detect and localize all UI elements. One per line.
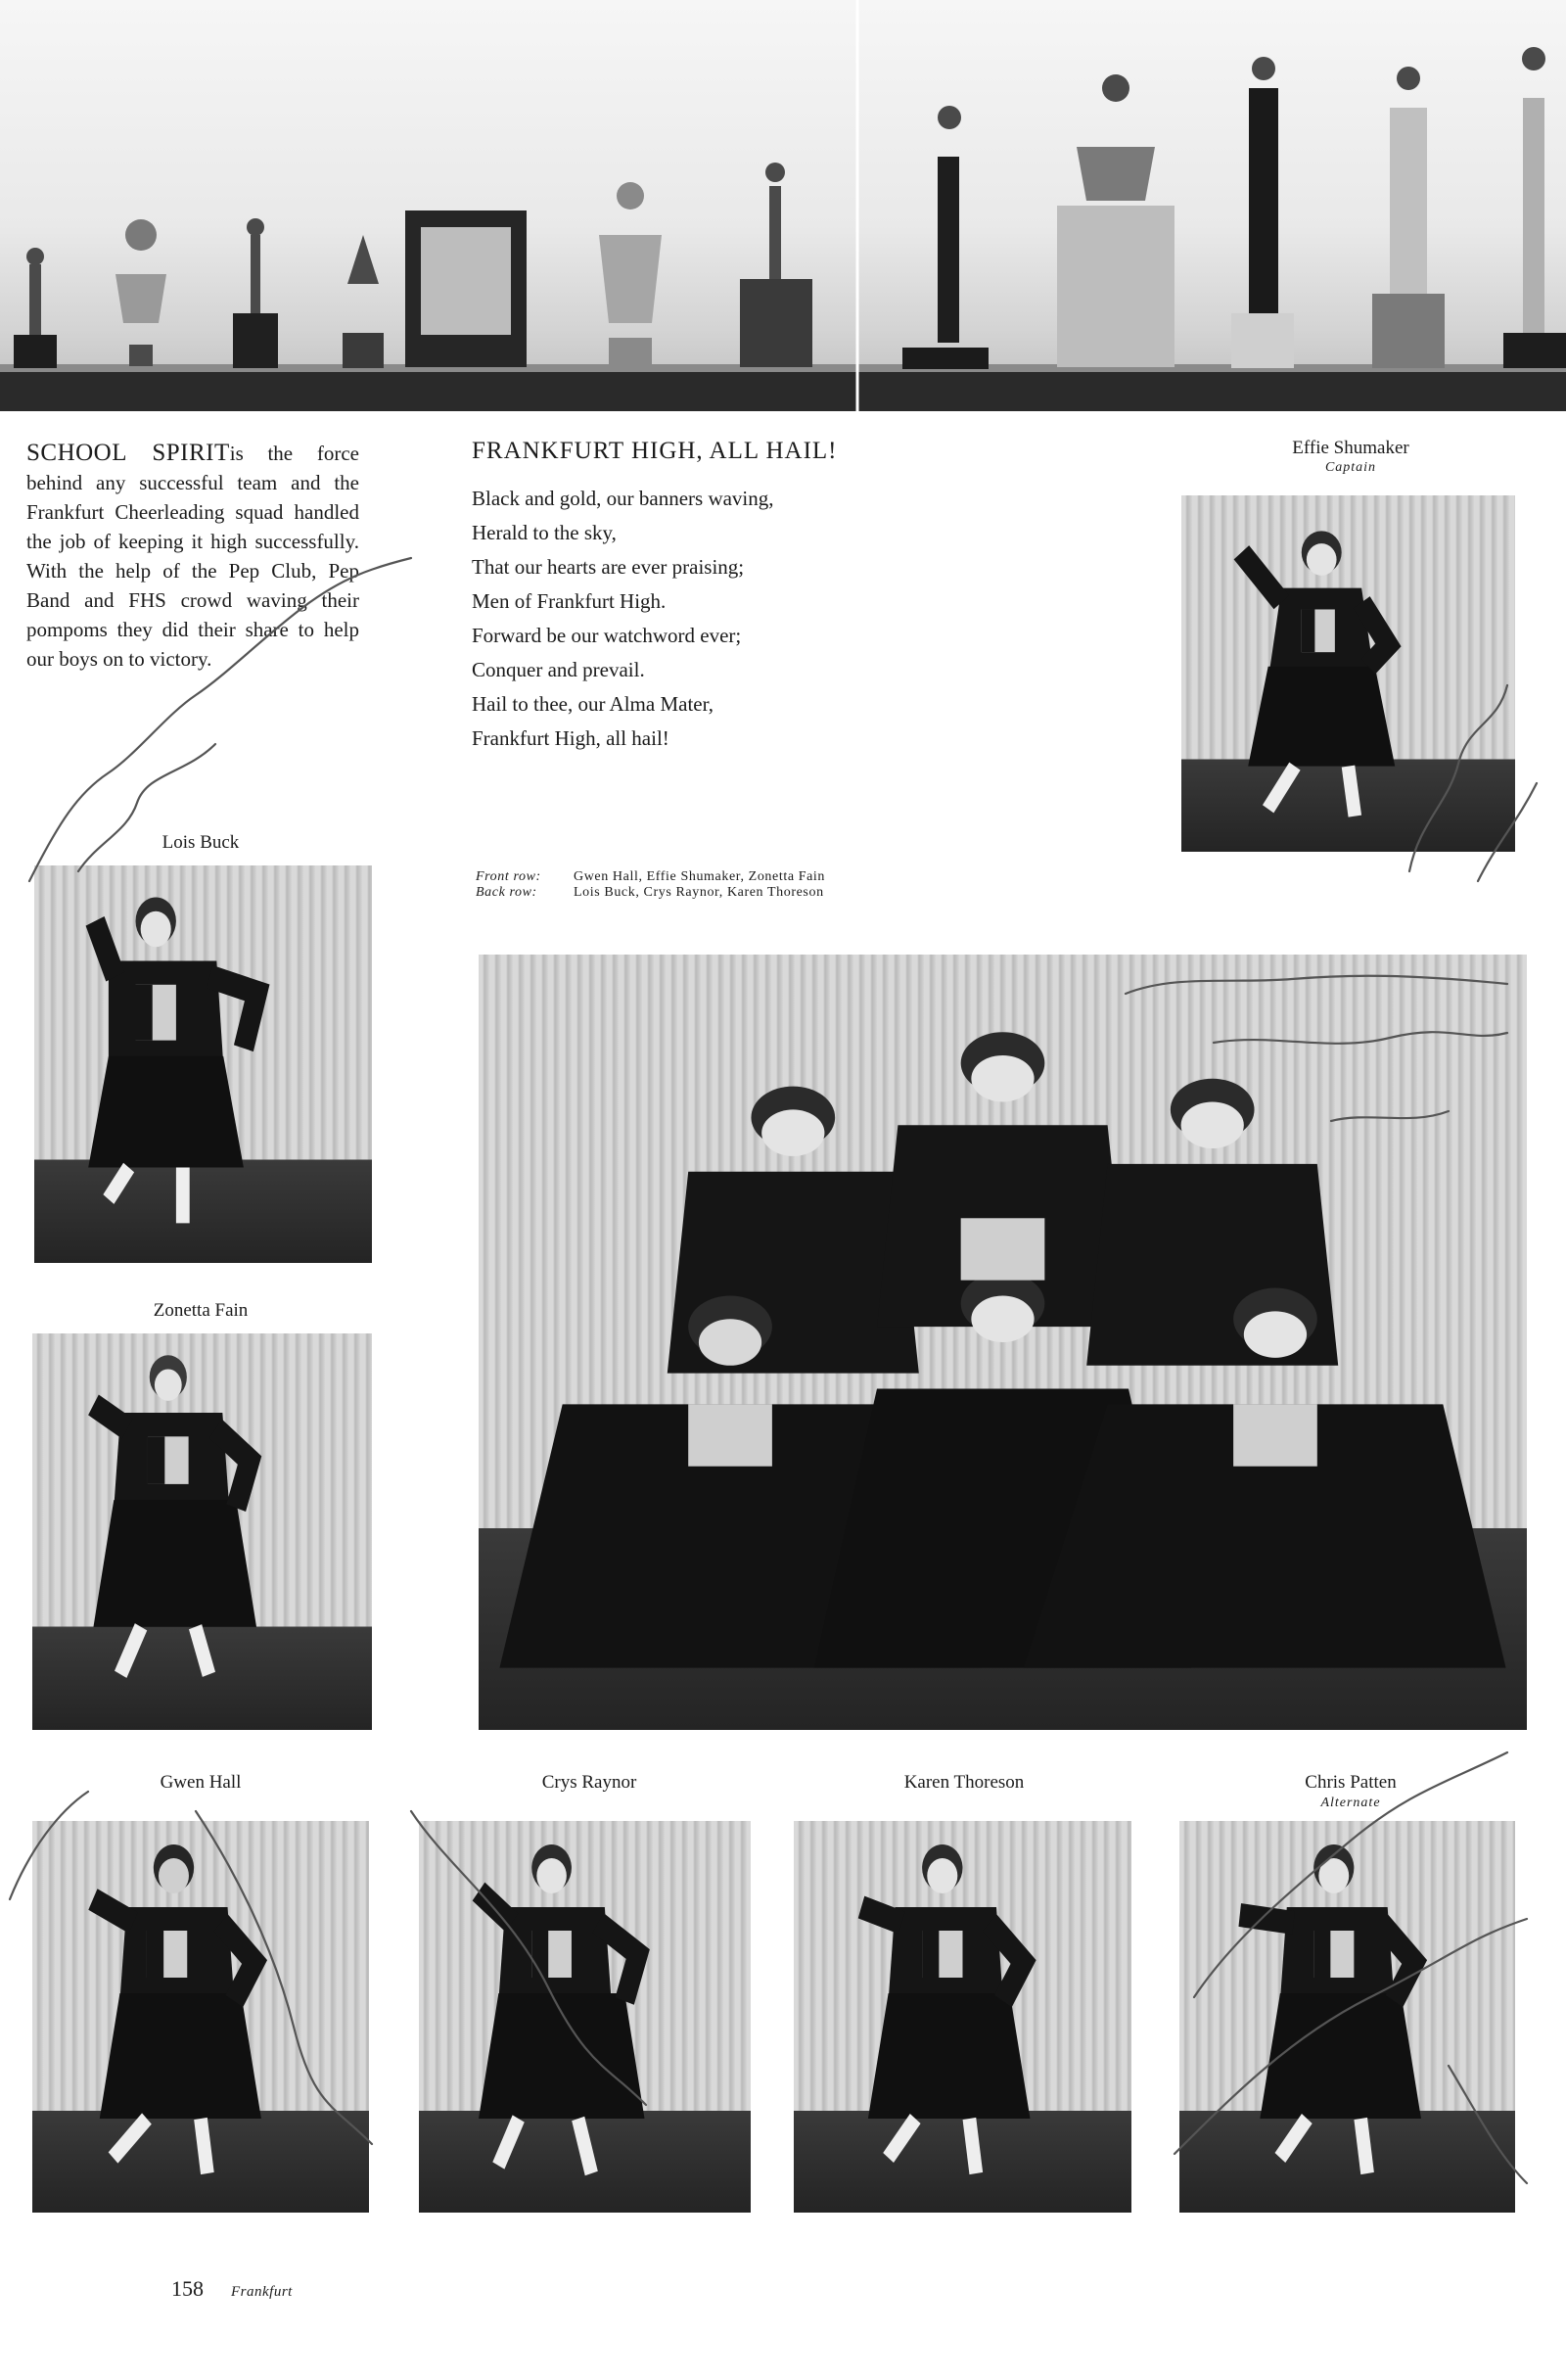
song-line: Forward be our watchword ever; bbox=[472, 624, 742, 647]
captain-photo bbox=[1181, 495, 1515, 852]
page-footer bbox=[171, 2276, 293, 2302]
photo-caption: Crys Raynor bbox=[541, 1772, 637, 1793]
captain-role: Captain bbox=[1324, 460, 1377, 475]
photo-caption: Lois Buck bbox=[161, 832, 240, 853]
cheerleader-figure bbox=[32, 1333, 372, 1730]
song-line: That our hearts are ever praising; bbox=[472, 555, 745, 579]
photo-caption: Zonetta Fain bbox=[153, 1300, 249, 1321]
group-photo-caption bbox=[476, 869, 825, 901]
footer-school-name: Frankfurt bbox=[231, 2284, 293, 2300]
cheerleader-figure bbox=[1179, 1821, 1515, 2213]
cheerleader-figure bbox=[1181, 495, 1515, 852]
song-line: Men of Frankfurt High. bbox=[472, 589, 667, 613]
cheerleader-photo bbox=[32, 1333, 372, 1730]
cheerleader-figure bbox=[419, 1821, 751, 2213]
back-row-names: Lois Buck, Crys Raynor, Karen Thoreson bbox=[574, 885, 824, 900]
front-row-label: Front row: bbox=[476, 869, 541, 884]
back-row-line bbox=[476, 885, 825, 901]
cheerleader-photo bbox=[34, 865, 372, 1263]
song-line: Conquer and prevail. bbox=[472, 658, 645, 681]
cheerleader-figure bbox=[32, 1821, 369, 2213]
cheerleader-photo bbox=[32, 1821, 369, 2213]
cheerleader-photo bbox=[419, 1821, 751, 2213]
cheerleader-figure bbox=[34, 865, 372, 1263]
intro-paragraph bbox=[26, 439, 359, 674]
song-line: Black and gold, our banners waving, bbox=[472, 487, 774, 510]
photo-role: Alternate bbox=[1320, 1796, 1381, 1810]
squad-group-figure bbox=[479, 955, 1527, 1730]
front-row-line bbox=[476, 869, 825, 885]
front-row-names: Gwen Hall, Effie Shumaker, Zonetta Fain bbox=[574, 869, 826, 884]
photo-caption: Gwen Hall bbox=[160, 1772, 242, 1793]
trophy-photo-banner bbox=[0, 0, 1566, 411]
cheerleader-photo bbox=[1179, 1821, 1515, 2213]
song-lyrics bbox=[472, 482, 774, 756]
song-title: FRANKFURT HIGH, ALL HAIL! bbox=[472, 438, 838, 464]
trophy-shelf-graphic bbox=[0, 0, 1566, 411]
intro-body: is the force behind any successful team and the Frankfurt Cheerleading squad handled the job of keeping it high successfully. With the help of the Pep Club, Pep Band and FHS crowd waving their pompoms they did their share to help our boys on to victory. bbox=[26, 442, 359, 671]
intro-heading: SCHOOL SPIRIT bbox=[26, 440, 230, 466]
photo-caption: Chris Patten bbox=[1305, 1772, 1397, 1793]
group-photo bbox=[479, 955, 1527, 1730]
page-number: 158 bbox=[171, 2276, 204, 2301]
back-row-label: Back row: bbox=[476, 885, 537, 900]
song-line: Frankfurt High, all hail! bbox=[472, 726, 669, 750]
captain-name: Effie Shumaker bbox=[1292, 438, 1409, 458]
cheerleader-photo bbox=[794, 1821, 1131, 2213]
song-line: Herald to the sky, bbox=[472, 521, 617, 544]
song-line: Hail to thee, our Alma Mater, bbox=[472, 692, 714, 716]
photo-caption: Karen Thoreson bbox=[903, 1772, 1025, 1793]
cheerleader-figure bbox=[794, 1821, 1131, 2213]
